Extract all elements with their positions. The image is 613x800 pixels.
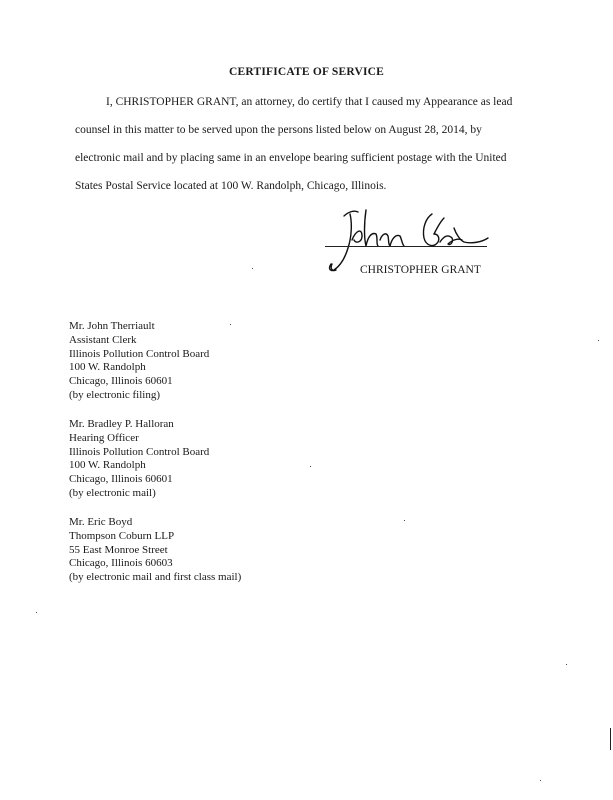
recipient-block (69, 516, 241, 585)
recipient-city: Chicago, Illinois 60601 (69, 375, 173, 388)
document-title: CERTIFICATE OF SERVICE (228, 66, 385, 78)
recipient-block (69, 320, 209, 403)
recipient-org: Illinois Pollution Control Board (69, 445, 210, 458)
body-line-2: counsel in this matter to be served upon the persons listed below on August 28, 2014, by (75, 124, 482, 136)
recipient-city: Chicago, Illinois 60603 (69, 557, 173, 570)
recipient-method: (by electronic filing) (69, 388, 161, 401)
recipient-name: Mr. Bradley P. Halloran (69, 418, 174, 430)
body-line-4: States Postal Service located at 100 W. Randolph, Chicago, Illinois. (75, 180, 387, 192)
scan-speck (566, 664, 567, 665)
recipient-block (69, 418, 209, 501)
recipient-street: 55 East Monroe Street (69, 543, 168, 556)
scan-speck (230, 324, 231, 325)
recipient-street: 100 W. Randolph (69, 459, 146, 472)
recipient-org: Thompson Coburn LLP (69, 529, 175, 542)
scan-edge-mark (610, 728, 611, 750)
recipient-city: Chicago, Illinois 60601 (69, 473, 173, 486)
recipient-method: (by electronic mail) (69, 486, 156, 499)
recipient-street: 100 W. Randolph (69, 361, 146, 374)
recipient-org: Illinois Pollution Control Board (69, 347, 210, 360)
recipient-method: (by electronic mail and first class mail) (69, 571, 242, 584)
scan-speck (252, 268, 253, 269)
recipient-title: Hearing Officer (69, 431, 139, 444)
recipient-name: Mr. John Therriault (69, 320, 155, 332)
body-line-1: I, CHRISTOPHER GRANT, an attorney, do certify that I caused my Appearance as lead (106, 96, 513, 108)
scan-speck (310, 466, 311, 467)
signature-name: CHRISTOPHER GRANT (360, 264, 481, 276)
signature-line (325, 246, 487, 247)
scan-speck (404, 520, 405, 521)
scan-speck (598, 340, 599, 341)
scan-speck (540, 780, 541, 781)
recipient-name: Mr. Eric Boyd (69, 516, 133, 528)
scan-speck (36, 612, 37, 613)
recipient-title: Assistant Clerk (69, 333, 137, 346)
body-line-3: electronic mail and by placing same in an envelope bearing sufficient postage with the United (75, 152, 507, 164)
